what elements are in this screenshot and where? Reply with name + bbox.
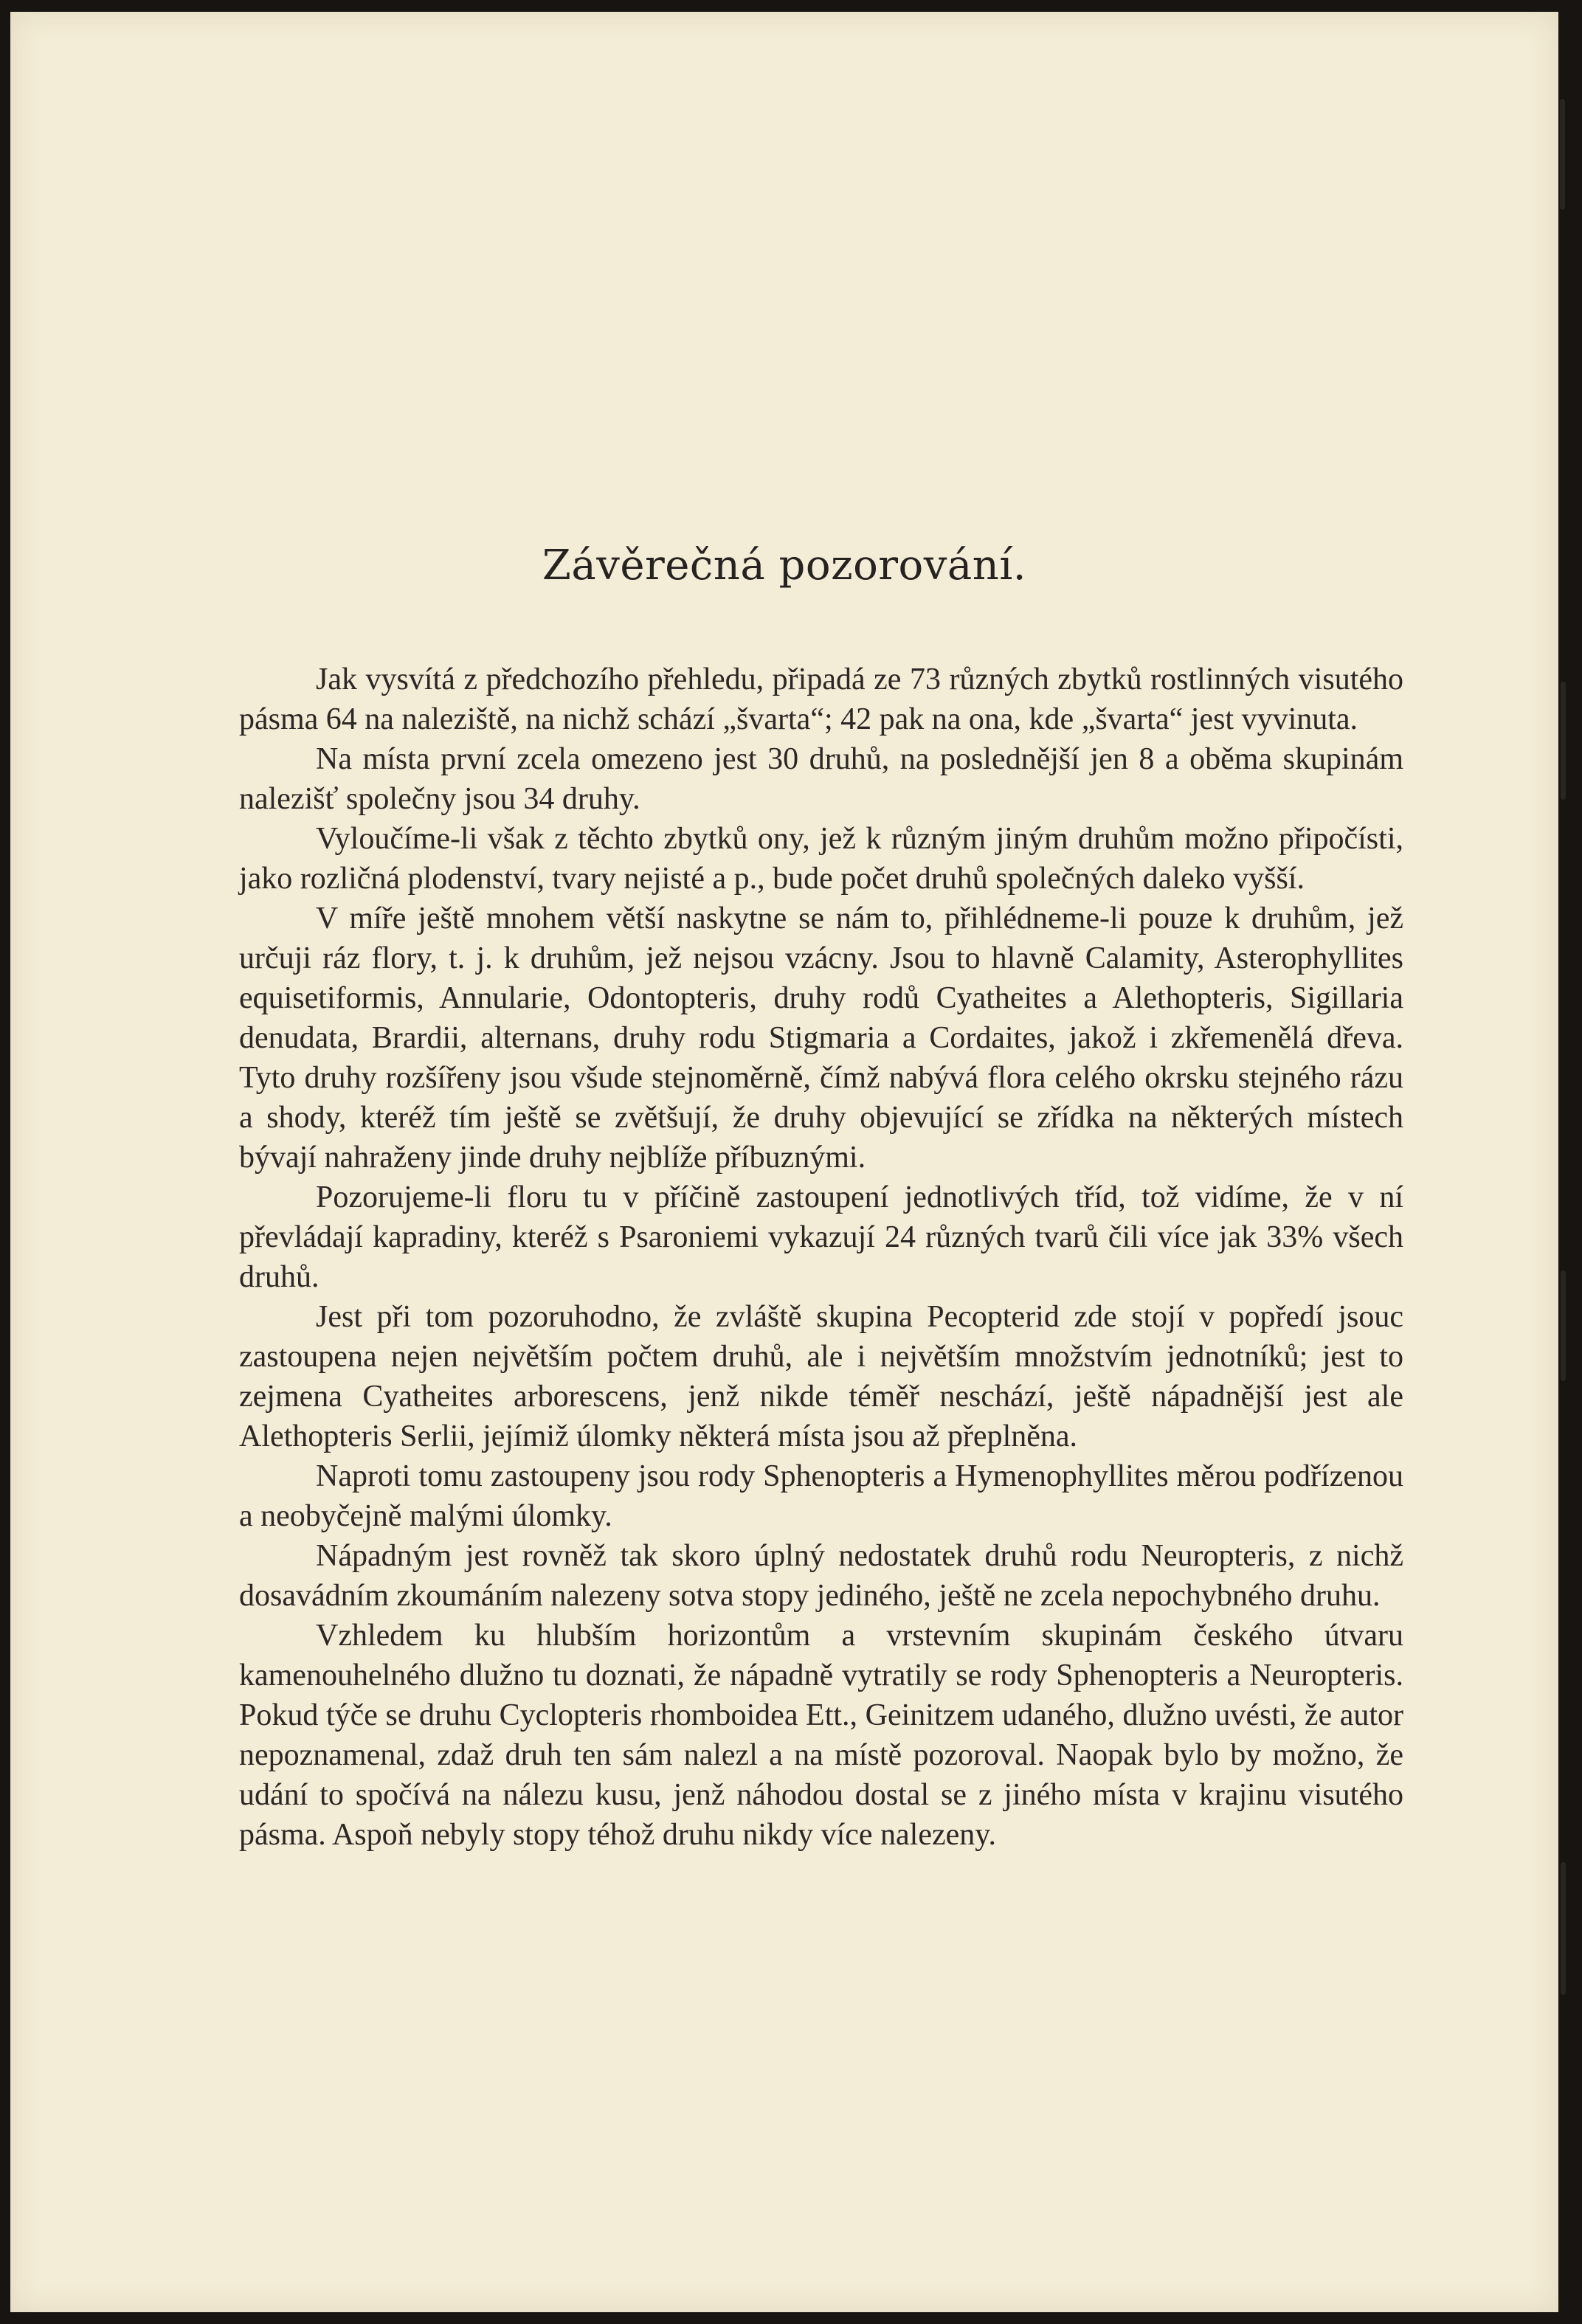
paragraph: Vzhledem ku hlubším horizontům a vrstevním skupinám českého útvaru kamenouhelného dlužno tu doznati, že nápadně vytratily se rody Sphenopteris a Neuropteris. Pokud týče se druhu Cyclopteris rhomboidea Ett., Geinitzem udaného, dlužno uvésti, že autor nepoznamenal, zdaž druh ten sám nalezl a na místě pozoroval. Naopak bylo by možno, že udání to spočívá na nálezu kusu, jenž náhodou dostal se z jiného místa v krajinu visutého pásma. Aspoň nebyly stopy téhož druhu nikdy více nalezeny. xyxy=(239,1619,1403,1852)
paragraph: Pozorujeme-li floru tu v příčině zastoupení jednotlivých tříd, tož vidíme, že v ní převládají kapradiny, kteréž s Psaroniemi vykazují 24 různých tvarů čili více jak 33% všech druhů. xyxy=(239,1180,1403,1294)
paragraph: Jak vysvítá z předchozího přehledu, připadá ze 73 různých zbytků rostlinných visutého pásma 64 na naleziště, na nichž schází „švarta“; 42 pak na ona, kde „švarta“ jest vyvinuta. xyxy=(239,663,1403,736)
paragraph: Nápadným jest rovněž tak skoro úplný nedostatek druhů rodu Neuropteris, z nichž dosavádním zkoumáním nalezeny sotva stopy jediného, ještě ne zcela nepochybného druhu. xyxy=(239,1539,1403,1613)
paragraph: Vyloučíme-li však z těchto zbytků ony, jež k různým jiným druhům možno připočísti, jako rozličná plodenství, tvary nejisté a p., bude počet druhů společných daleko vyšší. xyxy=(239,822,1403,896)
paragraph: Naproti tomu zastoupeny jsou rody Sphenopteris a Hymenophyllites měrou podřízenou a neobyčejně malými úlomky. xyxy=(239,1459,1403,1533)
body-text xyxy=(239,660,1403,1855)
paragraph: V míře ještě mnohem větší naskytne se nám to, přihlédneme-li pouze k druhům, jež určuji ráz flory, t. j. k druhům, jež nejsou vzácny. Jsou to hlavně Calamity, Asterophyllites equisetiformis, Annularie, Odontopteris, druhy rodů Cyatheites a Alethopteris, Sigillaria denudata, Brardii, alternans, druhy rodu Stigmaria a Cordaites, jakož i zkřemenělá dřeva. Tyto druhy rozšířeny jsou všude stejnoměrně, čímž nabývá flora celého okrsku stejného rázu a shody, kteréž tím ještě se zvětšují, že druhy objevující se zřídka na některých místech bývají nahraženy jinde druhy nejblíže příbuznými. xyxy=(239,902,1403,1175)
document-page xyxy=(10,12,1558,2312)
binding-mark xyxy=(1560,99,1565,210)
paragraph: Jest při tom pozoruhodno, že zvláště skupina Pecopterid zde stojí v popředí jsouc zastoupena nejen největším počtem druhů, ale i největším množstvím jednotníků; jest to zejmena Cyatheites arborescens, jenž nikde téměř neschází, ještě nápadnější jest ale Alethopteris Serlii, jejímiž úlomky některá místa jsou až přeplněna. xyxy=(239,1300,1403,1453)
paragraph: Na místa první zcela omezeno jest 30 druhů, na poslednější jen 8 a oběma skupinám nalezišť společny jsou 34 druhy. xyxy=(239,742,1403,816)
binding-mark xyxy=(1561,1270,1566,1381)
binding-mark xyxy=(1561,1862,1566,1995)
page-title: Závěrečná pozorování. xyxy=(542,542,1027,589)
binding-mark xyxy=(1561,682,1566,800)
